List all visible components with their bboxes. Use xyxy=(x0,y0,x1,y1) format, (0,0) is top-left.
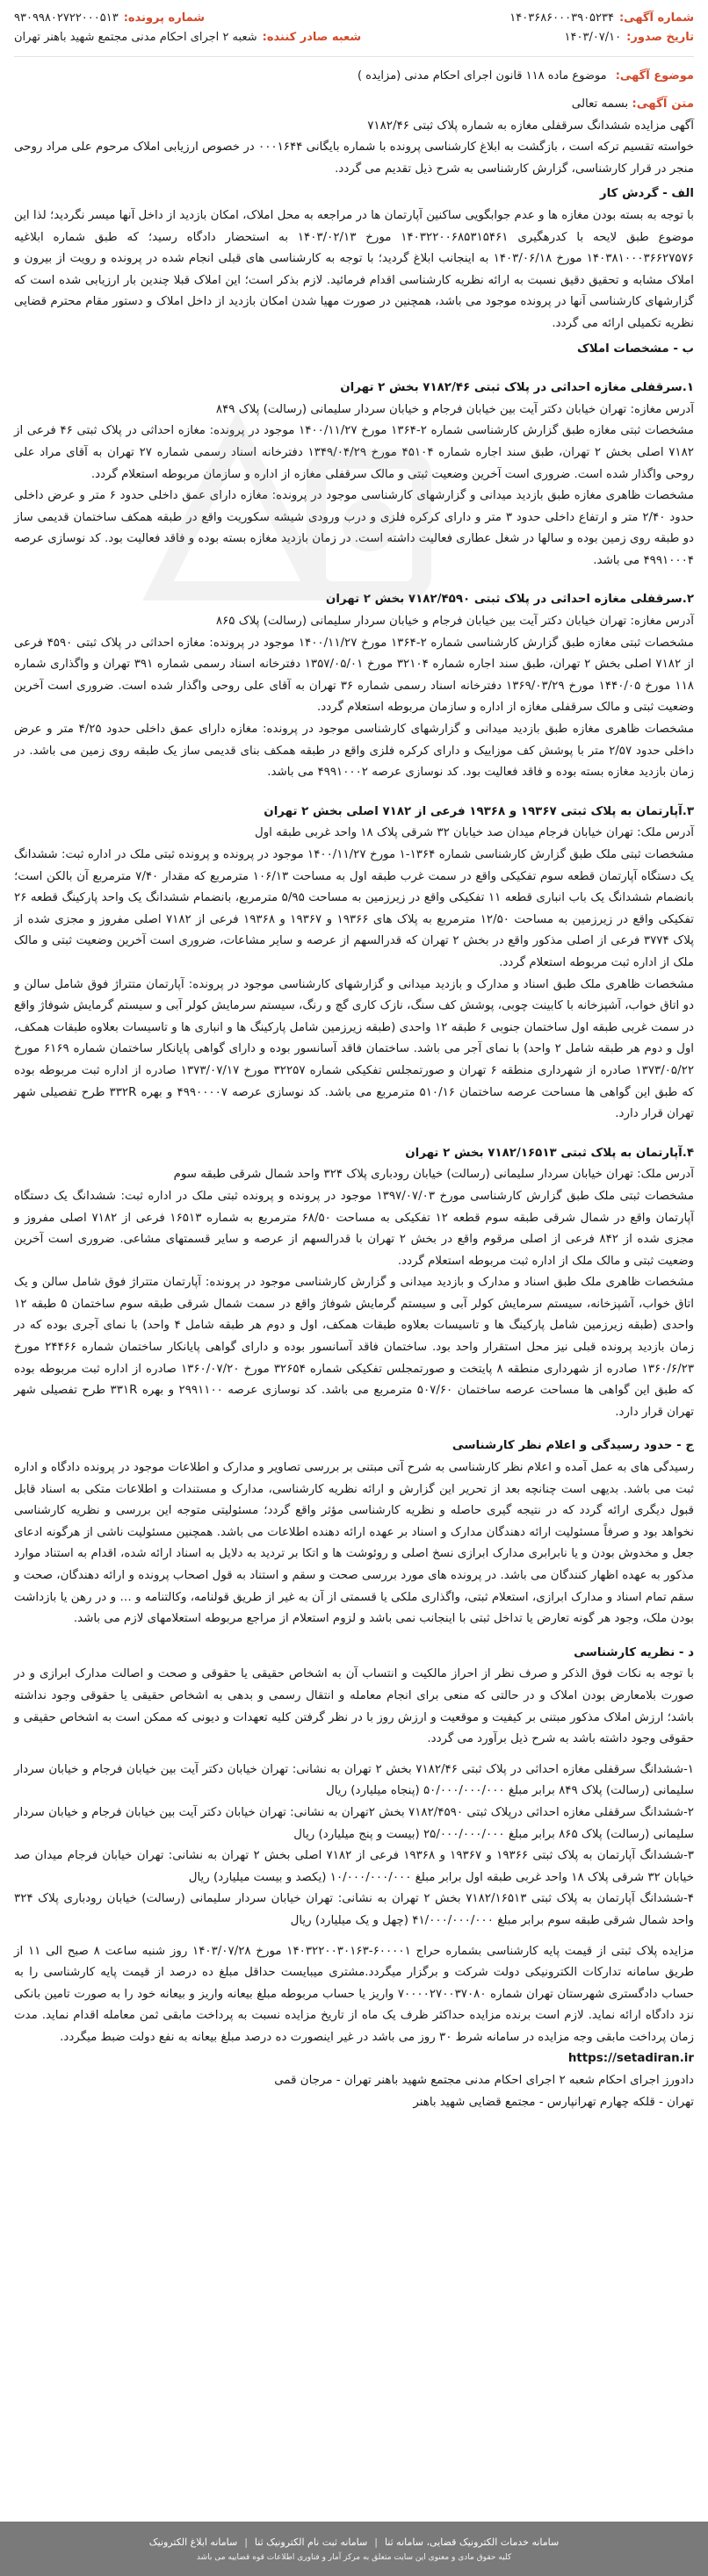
property-2-title: ۲.سرقفلی مغازه احداثی در پلاک ثبتی ۷۱۸۲/۴۵۹۰ بخش ۲ تهران xyxy=(325,593,694,607)
issuer-value: شعبه ۲ اجرای احکام مدنی مجتمع شهید باهنر تهران xyxy=(14,31,257,44)
issue-date-label: تاریخ صدور: xyxy=(626,31,694,44)
valuation-2: ۲-ششدانگ سرقفلی مغازه احداثی درپلاک ثبتی ۷۱۸۲/۴۵۹۰ بخش ۲تهران به نشانی: تهران خیابان دکتر آیت بین خیابان فرجام و خیابان سردار سلیمانی (رسالت) پلاک ۸۶۵ برابر مبلغ ۲۵/۰۰۰/۰۰۰/۰۰۰ (بیست و پنج میلیارد) ریال xyxy=(14,1805,694,1841)
property-3-registry: مشخصات ثبتی ملک طبق گزارش کارشناسی شماره ۱۳۶۴-۱ مورخ ۱۴۰۰/۱۱/۲۷ موجود در پرونده و پرونده ثبتی ملک در اداره ثبت: ششدانگ یک دستگاه آپارتمان قطعه سوم تفکیکی واقع در سمت غرب طبقه اول به مساحت ۱۰۶/۱۳ مترمربع که مقدار ۷/۴۰ مترمربع آن بالکن است؛ بانضمام ششدانگ یک باب انباری قطعه ۱۱ تفکیکی واقع در زیرزمین به مساحت ۵/۹۵ مترمربع، بانضمام ششدانگ یک واحد پارکینگ قطعه ۲۶ تفکیکی واقع در زیرزمین به مساحت ۱۲/۵۰ مترمربع به پلاک های ۱۹۳۶۶ و ۱۹۳۶۷ و ۱۹۳۶۸ فرعی از ۷۱۸۲ اصلی مفروز و مجزی شده از پلاک ۳۷۷۴ فرعی از اصلی مذکور واقع در بخش ۲ تهران که قدرالسهم از عرصه و سایر مشاعات، ضروری است آخرین وضعیت ثبتی و مالک ملک از اداره ثبت مربوطه استعلام گردد. xyxy=(14,848,694,969)
section-d-title: د - نظریه کارشناسی xyxy=(574,1645,694,1659)
property-2-appearance: مشخصات ظاهری مغازه طبق بازدید میدانی و گزارشهای کارشناسی موجود در پرونده: مغازه دارای عمق داخلی حدود ۴/۲۵ متر و عرض داخلی حدود ۲/۵۷ متر با پوشش کف موزاییک و دارای کرکره فلزی واقع در طبقه همکف بنای قدیمی ساز یک طبقه روی زمین می باشد. در زمان بازدید مغازه بسته بوده و فاقد فعالیت بود. کد نوسازی عرصه ۴۹۹۱۰۰۰۲ می باشد. xyxy=(14,723,694,780)
notice-title: آگهی مزایده ششدانگ سرقفلی مغازه به شماره پلاک ثبتی ۷۱۸۲/۴۶ xyxy=(367,119,694,133)
valuation-3: ۳-ششدانگ آپارتمان به پلاک ثبتی ۱۹۳۶۶ و ۱۹۳۶۷ و ۱۹۳۶۸ فرعی از ۷۱۸۲ اصلی بخش ۲ تهران به نشانی: تهران خیابان فرجام میدان صد خیابان ۳۲ شرقی پلاک ۱۸ واحد غربی طبقه اول برابر مبلغ ۱۰/۰۰۰/۰۰۰/۰۰۰ (یکصد و بیست میلیارد) ریال xyxy=(14,1849,694,1884)
spacer xyxy=(14,572,694,580)
issue-date xyxy=(565,28,694,47)
case-number-value: ۹۳۰۹۹۸۰۲۷۲۲۰۰۰۵۱۳ xyxy=(14,11,119,25)
workflow-paragraph: با توجه به بسته بودن مغازه ها و عدم جوابگویی ساکنین آپارتمان ها در مراجعه به محل املاک، امکان بازدید از داخل آنها میسر نگردید؛ لذا این موضوع طبق لایحه با کدرهگیری ۱۴۰۳۲۲۰۰۶۸۵۳۱۵۴۶۱ مورخ ۱۴۰۳/۰۲/۱۳ به استحضار دادگاه رسید؛ که طبق شماره ابلاغیه ۱۴۰۳۸۱۰۰۰۳۶۶۲۷۵۷۶ مورخ ۱۴۰۳/۰۶/۱۸ به اینجانب ابلاغ گردید؛ با توجه به کارشناسی های قبلی انجام شده در پرونده و رویت از بیرون و املاک مشابه و تحقیق دقیق نسبت به ارائه نظریه کارشناسی اقدام فرمائید. لازم بذکر است؛ این املاک قبلا چندین بار ارزیابی شده است که گزارشهای کارشناسی آنها در پرونده موجود می باشد، همچنین در صورت مهیا شدن امکان بازدید از داخل املاک و دستور مقام محترم قضایی نظریه تکمیلی ارائه می گردد. xyxy=(14,208,694,330)
property-3-address: آدرس ملک: تهران خیابان فرجام میدان صد خیابان ۳۲ شرقی پلاک ۱۸ واحد غربی طبقه اول xyxy=(254,826,694,840)
footer-separator: | xyxy=(244,2536,248,2548)
property-2-registry: مشخصات ثبتی مغازه طبق گزارش کارشناسی شماره ۲-۱۳۶۴ مورخ ۱۴۰۰/۱۱/۲۷ موجود در پرونده: مغازه احداثی در پلاک ثبتی ۴۵۹۰ فرعی از ۷۱۸۲ اصلی بخش ۲ تهران، طبق سند اجاره شماره ۳۲۱۰۴ مورخ ۱۳۵۷/۰۵/۰۱ دفترخانه اسناد رسمی شماره ۳۹۱ تهران و واگذاری شماره ۱۱۸ مورخ ۱۴۴۰/۰۵ مورخ ۱۳۶۹/۰۳/۲۹ دفترخانه اسناد رسمی شماره ۳۶ تهران به آقای علی روحی واگذار شده است. ضروری است آخرین وضعیت ثبتی و مالک سرقفلی مغازه از اداره و سازمان مربوطه استعلام گردد. xyxy=(14,636,694,715)
divider xyxy=(14,56,694,57)
topic-row xyxy=(0,62,708,90)
section-b-title: ب - مشخصات املاک xyxy=(576,342,694,356)
property-1-address: آدرس مغازه: تهران خیابان دکتر آیت بین خیابان فرجام و خیابان سردار سلیمانی (رسالت) پلاک ۸۴۹ xyxy=(215,402,694,416)
setadiran-link[interactable]: https://setadiran.ir xyxy=(567,2052,694,2066)
ad-number-value: ۱۴۰۳۶۸۶۰۰۰۳۹۰۵۲۳۴ xyxy=(509,11,614,25)
case-number-label: شماره پرونده: xyxy=(123,11,206,25)
text-label: متن آگهی: xyxy=(632,97,694,111)
property-1-title: ۱.سرقفلی مغازه احداثی در پلاک ثبتی ۷۱۸۲/۴۶ بخش ۲ تهران xyxy=(340,381,694,395)
scope-paragraph: رسیدگی های به عمل آمده و اعلام نظر کارشناسی به شرح آتی مبتنی بر بررسی تصاویر و مدارک و اطلاعات موجود در پرونده دادگاه و اداره ثبت می باشد. بدیهی است چنانچه بعد از تحریر این گزارش و ارائه نظریه کارشناسی، مدارک و مستندات و اطلاعات متکی به اسناد قابل قبول دیگری ارائه گردد که در نتیجه گیری حاصله و نظریه کارشناسی مؤثر واقع گردد؛ مسئولیتی متوجه این بررسی و نظریه کارشناسی نخواهد بود و صرفاً مسئولیت ارائه دهندگان مدارک و اسناد بر عهده ارائه دهنده اطلاعات می باشد. همچنین مسئولیت ناشی از هرگونه ادعای جعل و مخدوش بودن و یا نابرابری مدارک ابرازی نسخ اصلی و روئوشت ها و اتکا بر تردید به دلایل به اسناد ارائه شده، اقدام به استناد موارد مذکور به عهده اظهار کنندگان می باشد. در پرونده های مورد بررسی صحت و سقم و استناد به قول اصحاب پرونده و ارائه دهندگان، صحت و سقم تمام اسناد و مدارک ابرازی، استعلام ثبتی، واگذاری ملکی یا قسمتی از آن به غیر از طریق قولنامه، وکالتنامه و … و در رهن یا بازداشت بودن ملک، وجود هر گونه تعارض یا تداخل ثبتی با اینجانب نمی باشد و لزوم استعلام از مراجع مربوطه استعلامهای لازم می باشد. xyxy=(14,1461,694,1626)
section-c-title: ج - حدود رسیدگی و اعلام نظر کارشناسی xyxy=(452,1439,694,1453)
text-label-row xyxy=(14,94,694,116)
footer-link-notification[interactable]: سامانه ابلاغ الکترونیک xyxy=(148,2536,238,2548)
case-number xyxy=(14,9,205,28)
property-1-appearance: مشخصات ظاهری مغازه طبق بازدید میدانی و گزارشهای کارشناسی موجود در پرونده: مغازه دارای عمق داخلی حدود ۶ متر و عرض داخلی حدود ۲/۴۰ متر و ارتفاع داخلی حدود ۳ متر و دارای کرکره فلزی و درب ورودی شیشه سکوریت واقع در طبقه همکف ساختمان قدیمی ساز دو طبقه روی زمین بوده و سالها در شغل عطاری فعالیت داشته است. در زمان بازدید مغازه بسته بوده و فاقد فعالیت بود. کد نوسازی عرصه ۴۹۹۱۰۰۰۴ می باشد. xyxy=(14,489,695,567)
property-3-title: ۳.آپارتمان به پلاک ثبتی ۱۹۳۶۷ و ۱۹۳۶۸ فرعی از ۷۱۸۲ اصلی بخش ۲ تهران xyxy=(264,804,694,818)
issue-date-value: ۱۴۰۳/۰۷/۱۰ xyxy=(564,31,622,44)
property-1-registry: مشخصات ثبتی مغازه طبق گزارش کارشناسی شماره ۲-۱۳۶۴ مورخ ۱۴۰۰/۱۱/۲۷ موجود در پرونده: مغازه احداثی در پلاک ثبتی ۴۶ فرعی از ۷۱۸۲ اصلی بخش ۲ تهران، طبق سند اجاره شماره ۴۵۱۰۴ مورخ ۱۳۴۹/۰۴/۲۹ دفترخانه اسناد رسمی شماره ۲۷ تهران به آقای مراد علی روحی واگذار شده است. ضروری است آخرین وضعیت ثبتی و مالک سرقفلی مغازه از اداره و سازمان مربوطه استعلام گردد. xyxy=(14,424,694,481)
opinion-paragraph: با توجه به نکات فوق الذکر و صرف نظر از احراز مالکیت و انتساب آن به اشخاص حقیقی یا حقوقی و صحت و اصالت مدارک ابرازی و در صورت بلامعارض بودن املاک و در حالتی که منعی برای انجام معامله و انتقال رسمی و بدهی به اشخاص حقیقی یا حقوقی وجود نداشته باشد؛ ارزش املاک مذکور مبتنی بر کیفیت و موقعیت و ارزش روز با در نظر گرفتن کلیه تعهدات و دیونی که ممکن است به اشخاص حقیقی و حقوقی وجود داشته باشد به شرح ذیل برآورد می گردد. xyxy=(14,1667,694,1746)
footer-separator: | xyxy=(374,2536,378,2548)
intro-paragraph: خواسته تقسیم ترکه است ، بازگشت به ابلاغ کارشناسی پرونده با شماره بایگانی ۰۰۰۱۶۴۴ در خصوص ارزیابی املاک مرحوم علی مراد روحی منجر در قرار کارشناسی، گزارش کارشناسی به شرح ذیل تقدیم می گردد. xyxy=(14,140,694,176)
property-4-title: ۴.آپارتمان به پلاک ثبتی ۷۱۸۲/۱۶۵۱۳ بخش ۲ تهران xyxy=(405,1146,694,1160)
spacer xyxy=(14,1630,694,1639)
issuer xyxy=(14,28,361,47)
meta-row-2 xyxy=(14,28,694,47)
site-footer xyxy=(0,2522,708,2576)
valuation-4: ۴-ششدانگ آپارتمان به پلاک ثبتی ۷۱۸۲/۱۶۵۱۳ بخش ۲ تهران به نشانی: تهران خیابان سردار سلیمانی (رسالت) خیابان رودباری پلاک ۳۲۴ واحد شمال شرقی طبقه سوم برابر مبلغ ۴۱/۰۰۰/۰۰۰/۰۰۰ (چهل و یک میلیارد) ریال xyxy=(14,1892,694,1927)
footer-copyright: کلیه حقوق مادی و معنوی این سایت متعلق به مرکز آمار و فناوری اطلاعات قوه قضاییه می باشد xyxy=(196,2552,512,2562)
spacer xyxy=(14,1126,694,1134)
officer-signature: دادورز اجرای احکام شعبه ۲ اجرای احکام مدنی مجتمع شهید باهنر تهران - مرجان قمی xyxy=(274,2074,694,2088)
spacer xyxy=(14,1751,694,1759)
ad-number xyxy=(509,9,694,28)
footer-link-sana-services[interactable]: سامانه خدمات الکترونیک قضایی، سامانه ثنا xyxy=(384,2536,560,2548)
spacer xyxy=(14,1423,694,1432)
spacer xyxy=(14,360,694,369)
property-2-address: آدرس مغازه: تهران خیابان دکتر آیت بین خیابان فرجام و خیابان سردار سلیمانی (رسالت) پلاک ۸۶۵ xyxy=(215,615,694,629)
topic-label: موضوع آگهی: xyxy=(615,69,694,83)
section-a-title: الف - گردش کار xyxy=(599,187,694,201)
footer-links xyxy=(149,2536,559,2548)
spacer xyxy=(14,1932,694,1941)
ad-number-label: شماره آگهی: xyxy=(618,11,694,25)
auction-terms: مزایده پلاک ثبتی از قیمت پایه کارشناسی بشماره حراج ۶۰۰۰۰۱-۱۴۰۳۲۲۰۰۳۰۱۶۳ مورخ ۱۴۰۳/۰۷/۲۸ روز شنبه ساعت ۸ صبح الی ۱۱ از طریق سامانه تدارکات الکترونیکی دولت شرکت و برگزار میگردد.مشتری میبایست حداقل مبلغ ده درصد از قیمت پایه کارشناسی را به حساب دادگستری شهرستان تهران شماره ۷۰۰۰۰۲۷۰۰۳۷۰۸۰ واریز یا حساب مربوطه مبلغ بیعانه واریز و بیعانه خود را به صورت تامین بانکی نزد دادگاه ارائه نماید. لازم است برنده مزایده حداکثر ظرف یک ماه از تاریخ مزایده نسبت به پرداخت مابقی ثمن معامله اقدام نماید. مدت زمان پرداخت مابقی وجه مزایده در سامانه شرط ۳۰ روز می باشد در غیر اینصورت ده درصد مبلغ بیعانه به نفع دولت ضبط میگردد. xyxy=(14,1944,694,2044)
notice-body xyxy=(0,90,708,2113)
bismillah: بسمه تعالی xyxy=(571,97,629,111)
footer-link-sana-register[interactable]: سامانه ثبت نام الکترونیک ثنا xyxy=(254,2536,368,2548)
topic-value: موضوع ماده ۱۱۸ قانون اجرای احکام مدنی (مزایده ) xyxy=(357,69,607,83)
property-4-address: آدرس ملک: تهران خیابان سردار سلیمانی (رسالت) خیابان رودباری پلاک ۳۲۴ واحد شمال شرقی طبقه سوم xyxy=(173,1168,694,1182)
court-address: تهران - قلکه چهارم تهرانپارس - مجتمع قضایی شهید باهنر xyxy=(413,2095,694,2109)
valuation-1: ۱-ششدانگ سرقفلی مغازه احداثی در پلاک ثبتی ۷۱۸۲/۴۶ بخش ۲ تهران به نشانی: تهران خیابان دکتر آیت بین خیابان فرجام و خیابان سردار سلیمانی (رسالت) پلاک ۸۴۹ برابر مبلغ ۵۰/۰۰۰/۰۰۰/۰۰۰ (پنجاه میلیارد) ریال xyxy=(14,1762,694,1798)
meta-row-1 xyxy=(14,9,694,28)
property-4-appearance: مشخصات ظاهری ملک طبق اسناد و مدارک و بازدید میدانی و گزارش کارشناسی موجود در پرونده: آپارتمان متتراژ فوق شامل سالن و یک اتاق خواب، آشپزخانه، سیستم سرمایش کولر آبی و سیستم گرمایش شوفاژ واقع در سمت شمال شرقی طبقه سوم ساختمان ۵ طبقه ۱۲ واحدی (طبقه زیرزمین شامل پارکینگ ها و تاسیسات بعلاوه طبقات همکف، اول و دوم هر طبقه شامل ۴ واحد) با نمای آجری بوده که در زمان بازدید پرونده قبلی نیز محل استقرار واحد بود. ساختمان فاقد آسانسور بوده و دارای گواهی پایانکار ساختمان شماره ۲۴۴۶۶ مورخ ۱۳۶۰/۶/۲۳ صادره از شهرداری منطقه ۸ پایتخت و صورتمجلس تفکیکی شماره ۳۲۶۵۴ مورخ ۱۳۶۰/۰۷/۲۰ صادره از اداره ثبت مربوطه بوده که طبق این گواهی ها مساحت عرصه ساختمان ۵۰۷/۶۰ مترمربع می باشد. کد نوسازی عرصه ۲۹۹۱۱۰۰ و بهره ۳۳۱R طرح تفصیلی شهر تهران قرار دارد. xyxy=(14,1276,695,1419)
spacer xyxy=(14,784,694,793)
property-4-registry: مشخصات ثبتی ملک طبق گزارش کارشناسی مورخ ۱۳۹۷/۰۷/۰۳ موجود در پرونده و پرونده ثبتی ملک در اداره ثبت: ششدانگ یک دستگاه آپارتمان واقع در شمال شرقی طبقه سوم قطعه ۱۲ تفکیکی به مساحت ۶۸/۵۰ مترمربع به شماره ۱۶۵۱۳ فرعی از ۷۱۸۲ اصلی مفروز و مجزی شده از ۸۴۲ فرعی از اصلی مرقوم واقع در بخش ۲ تهران با قدرالسهم از عرصه و سایر قسمتهای مشاعی. ضروری است آخرین وضعیت ثبتی و مالک ملک از اداره ثبت مربوطه استعلام گردد. xyxy=(14,1189,695,1268)
issuer-label: شعبه صادر کننده: xyxy=(262,31,362,44)
property-3-appearance: مشخصات ظاهری ملک طبق اسناد و مدارک و بازدید میدانی و گزارشهای کارشناسی موجود در پرونده: آپارتمان متتراژ فوق شامل سالن و دو اتاق خواب، آشپزخانه با کابینت چوبی، پوشش کف سنگ، نازک کاری گچ و رنگ، سیستم سرمایش کولر آبی و سیستم گرمایش شوفاژ واقع در سمت غربی طبقه اول ساختمان جنوبی ۶ طبقه ۱۲ واحدی (طبقه زیرزمین شامل پارکینگ ها و انباری ها و تاسیسات بعلاوه طبقات همکف، اول و دوم هر طبقه شامل ۲ واحد) با نمای آجر می باشد. ساختمان فاقد آسانسور بوده و دارای گواهی پایانکار ساختمان شماره ۶۱۶۹ مورخ ۱۳۷۳/۰۵/۲۲ صادره از شهرداری منطقه ۶ تهران و صورتمجلس تفکیکی شماره ۳۲۲۵۷ مورخ ۱۳۷۳/۰۷/۱۷ صادره از اداره ثبت مربوطه بوده که طبق این گواهی ها مساحت عرصه ساختمان ۵۱۰/۱۶ مترمربع می باشد. کد نوسازی عرصه ۴۹۹۰۰۰۰۷ و بهره ۳۳۲R طرح تفصیلی شهر تهران قرار دارد. xyxy=(14,977,695,1121)
notice-header xyxy=(0,0,708,51)
